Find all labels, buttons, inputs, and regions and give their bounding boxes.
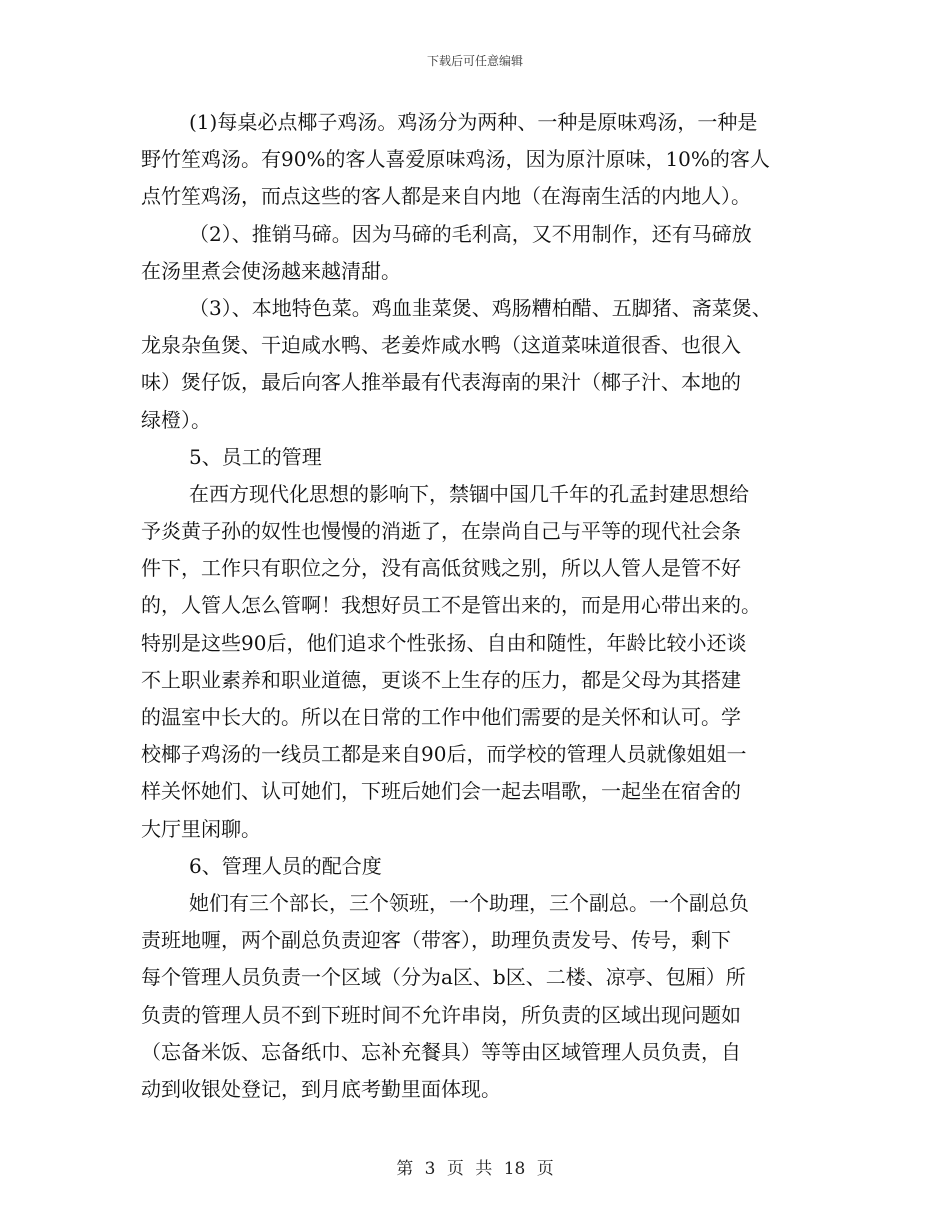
page-footer <box>0 1154 950 1179</box>
text-line: 负责的管理人员不到下班时间不允许串岗，所负责的区域出现问题如 <box>141 1002 741 1027</box>
text-line: 每个管理人员负责一个区域（分为a区、b区、二楼、凉亭、包厢）所 <box>141 965 746 990</box>
text-line: (1)每桌必点椰子鸡汤。鸡汤分为两种、一种是原味鸡汤，一种是 <box>189 110 758 134</box>
text-line: 责班地喱，两个副总负责迎客（带客），助理负责发号、传号，剩下 <box>141 928 731 953</box>
text-line: 件下，工作只有职位之分，没有高低贫贱之别，所以人管人是管不好 <box>141 556 741 581</box>
text-line: 点竹笙鸡汤，而点这些的客人都是来自内地（在海南生活的内地人）。 <box>141 184 751 209</box>
page-header: 下载后可任意编辑 <box>426 54 523 68</box>
text-line: 不上职业素养和职业道德，更谈不上生存的压力，都是父母为其搭建 <box>141 667 741 692</box>
section-heading: 5、员工的管理 <box>189 444 322 469</box>
section-heading: 6、管理人员的配合度 <box>189 853 382 878</box>
text-line: 予炎黄子孙的奴性也慢慢的消逝了，在崇尚自己与平等的现代社会条 <box>141 519 741 544</box>
text-line: 在西方现代化思想的影响下，禁锢中国几千年的孔孟封建思想给 <box>189 481 749 506</box>
footer-label-ye-2: 页 <box>536 1159 554 1179</box>
text-line: 特别是这些90后，他们追求个性张扬、自由和随性，年龄比较小还谈 <box>141 630 747 655</box>
text-line: 大厅里闲聊。 <box>141 816 261 841</box>
text-line: 的温室中长大的。所以在日常的工作中他们需要的是关怀和认可。学 <box>141 705 741 729</box>
document-body <box>141 104 831 1108</box>
current-page-number: 3 <box>424 1159 436 1179</box>
footer-label-gong: 共 <box>475 1159 493 1179</box>
text-line: 校椰子鸡汤的一线员工都是来自90后，而学校的管理人员就像姐姐一 <box>141 742 747 767</box>
text-line: 动到收银处登记，到月底考勤里面体现。 <box>141 1076 501 1101</box>
text-line: 野竹笙鸡汤。有90%的客人喜爱原味鸡汤，因为原汁原味，10%的客人 <box>141 147 770 172</box>
text-line: 她们有三个部长，三个领班，一个助理，三个副总。一个副总负 <box>189 890 749 915</box>
text-line: 样关怀她们、认可她们，下班后她们会一起去唱歌，一起坐在宿舍的 <box>141 779 741 804</box>
text-line: 绿橙）。 <box>141 407 211 432</box>
text-line: （忘备米饭、忘备纸巾、忘补充餐具）等等由区域管理人员负责，自 <box>141 1039 741 1064</box>
text-line: （3）、本地特色菜。鸡血韭菜煲、鸡肠糟柏醋、五脚猪、斋菜煲、 <box>189 295 772 320</box>
text-line: 在汤里煮会使汤越来越清甜。 <box>141 258 401 283</box>
total-page-count: 18 <box>503 1159 526 1179</box>
footer-label-ye: 页 <box>446 1159 464 1179</box>
text-line: （2）、推销马碲。因为马碲的毛利高，又不用制作，还有马碲放 <box>189 221 752 246</box>
text-line: 的，人管人怎么管啊！我想好员工不是管出来的，而是用心带出来的。 <box>141 593 761 618</box>
text-line: 龙泉杂鱼煲、干迫咸水鸭、老姜炸咸水鸭（这道菜味道很香、也很入 <box>141 333 741 358</box>
text-line: 味）煲仔饭，最后向客人推举最有代表海南的果汁（椰子汁、本地的 <box>141 370 741 395</box>
footer-label-di: 第 <box>396 1159 414 1179</box>
